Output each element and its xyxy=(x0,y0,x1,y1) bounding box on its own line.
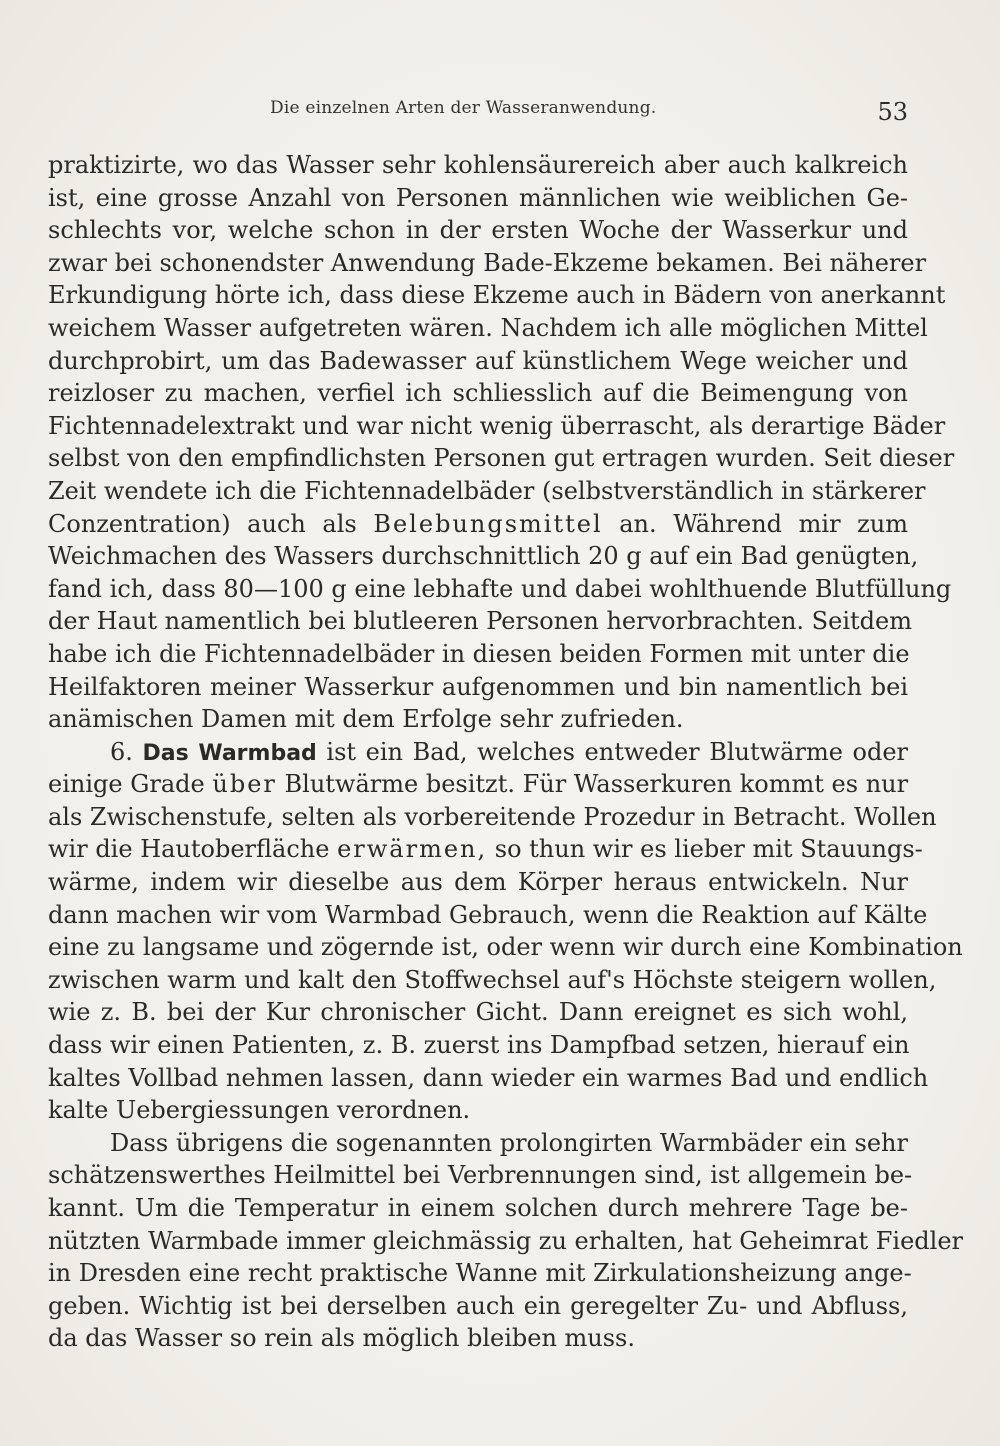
text-line xyxy=(48,833,923,866)
text-run: so thun wir es lieber mit Stauungs- xyxy=(494,835,923,864)
section-heading-line xyxy=(48,736,908,769)
text-line: selbst von den empfindlichsten Personen gut ertragen wurden. Seit dieser xyxy=(48,444,955,473)
text-line xyxy=(48,508,908,541)
spaced-emphasis-term: Belebungsmittel xyxy=(373,509,603,538)
paragraph-end-line: kalte Uebergiessungen verordnen. xyxy=(48,1096,471,1125)
text-run: einige Grade xyxy=(48,770,205,799)
text-run: wir die Hautoberfläche xyxy=(48,835,330,864)
text-line xyxy=(48,768,908,801)
text-run: ist ein Bad, welches entweder Blutwärme oder xyxy=(326,737,908,766)
section-heading: Das Warmbad xyxy=(142,740,317,766)
text-line: in Dresden eine recht praktische Wanne mit Zirkulationsheizung ange- xyxy=(48,1259,912,1288)
text-line: praktizirte, wo das Wasser sehr kohlensäurereich aber auch kalkreich xyxy=(48,151,908,179)
text-line: Zeit wendete ich die Fichtennadelbäder (selbstverständlich in stärkerer xyxy=(48,476,926,505)
text-line: eine zu langsame und zögernde ist, oder wenn wir durch eine Kombination xyxy=(48,933,963,962)
text-line: der Haut namentlich bei blutleeren Personen hervorbrachten. Seitdem xyxy=(48,607,912,636)
text-line: reizloser zu machen, verfiel ich schliesslich auf die Beimengung von xyxy=(48,379,908,408)
text-line: geben. Wichtig ist bei derselben auch ein geregelter Zu- und Abfluss, xyxy=(48,1291,908,1320)
paragraph-start-line: Dass übrigens die sogenannten prolongirten Warmbäder ein sehr xyxy=(110,1128,908,1157)
paragraph-end-line: anämischen Damen mit dem Erfolge sehr zufrieden. xyxy=(48,705,684,734)
text-line: ist, eine grosse Anzahl von Personen männlichen wie weiblichen Ge- xyxy=(48,183,908,212)
text-line: kaltes Vollbad nehmen lassen, dann wieder ein warmes Bad und endlich xyxy=(48,1063,929,1092)
text-run: Conzentration) auch als xyxy=(48,509,357,538)
text-line: schätzenswerthes Heilmittel bei Verbrennungen sind, ist allgemein be- xyxy=(48,1161,913,1190)
text-line: kannt. Um die Temperatur in einem solchen durch mehrere Tage be- xyxy=(48,1194,908,1222)
text-line: habe ich die Fichtennadelbäder in diesen beiden Formen mit unter die xyxy=(48,639,910,668)
text-line: Fichtennadelextrakt und war nicht wenig überrascht, als derartige Bäder xyxy=(48,411,946,440)
text-line: dass wir einen Patienten, z. B. zuerst ins Dampfbad setzen, hierauf ein xyxy=(48,1031,910,1060)
text-line: zwar bei schonendster Anwendung Bade-Ekzeme bekamen. Bei näherer xyxy=(48,248,927,277)
body-text xyxy=(48,149,964,1355)
text-line: zwischen warm und kalt den Stoffwechsel auf's Höchste steigern wollen, xyxy=(48,965,937,994)
page-number: 53 xyxy=(877,98,908,126)
spaced-emphasis-term: über xyxy=(212,770,277,799)
text-line: nützten Warmbade immer gleichmässig zu erhalten, hat Geheimrat Fiedler xyxy=(48,1226,964,1255)
text-line: wärme, indem wir dieselbe aus dem Körper heraus entwickeln. Nur xyxy=(48,868,908,897)
text-line: wie z. B. bei der Kur chronischer Gicht. Dann ereignet es sich wohl, xyxy=(48,998,908,1027)
spaced-emphasis-term: erwärmen, xyxy=(337,835,488,864)
text-line: Weichmachen des Wassers durchschnittlich 20 g auf ein Bad genügten, xyxy=(48,542,919,571)
text-line: fand ich, dass 80—100 g eine lebhafte und dabei wohlthuende Blutfüllung xyxy=(48,574,952,603)
text-line: Heilfaktoren meiner Wasserkur aufgenommen und bin namentlich bei xyxy=(48,672,908,701)
text-line: dann machen wir vom Warmbad Gebrauch, wenn die Reaktion auf Kälte xyxy=(48,900,928,929)
text-run: an. Während mir zum xyxy=(619,509,908,538)
text-line: weichem Wasser aufgetreten wären. Nachdem ich alle möglichen Mittel xyxy=(48,313,928,342)
text-line: Erkundigung hörte ich, dass diese Ekzeme auch in Bädern von anerkannt xyxy=(48,281,946,310)
running-header-title: Die einzelnen Arten der Wasseranwendung. xyxy=(270,98,657,118)
text-line: durchprobirt, um das Badewasser auf künstlichem Wege weicher und xyxy=(48,346,908,375)
text-line: als Zwischenstufe, selten als vorbereitende Prozedur in Betracht. Wollen xyxy=(48,802,937,831)
text-line: schlechts vor, welche schon in der ersten Woche der Wasserkur und xyxy=(48,216,908,245)
text-run: Blutwärme besitzt. Für Wasserkuren kommt es nur xyxy=(284,770,909,799)
paragraph-end-line: da das Wasser so rein als möglich bleiben muss. xyxy=(48,1324,636,1353)
section-number: 6. xyxy=(110,737,133,766)
